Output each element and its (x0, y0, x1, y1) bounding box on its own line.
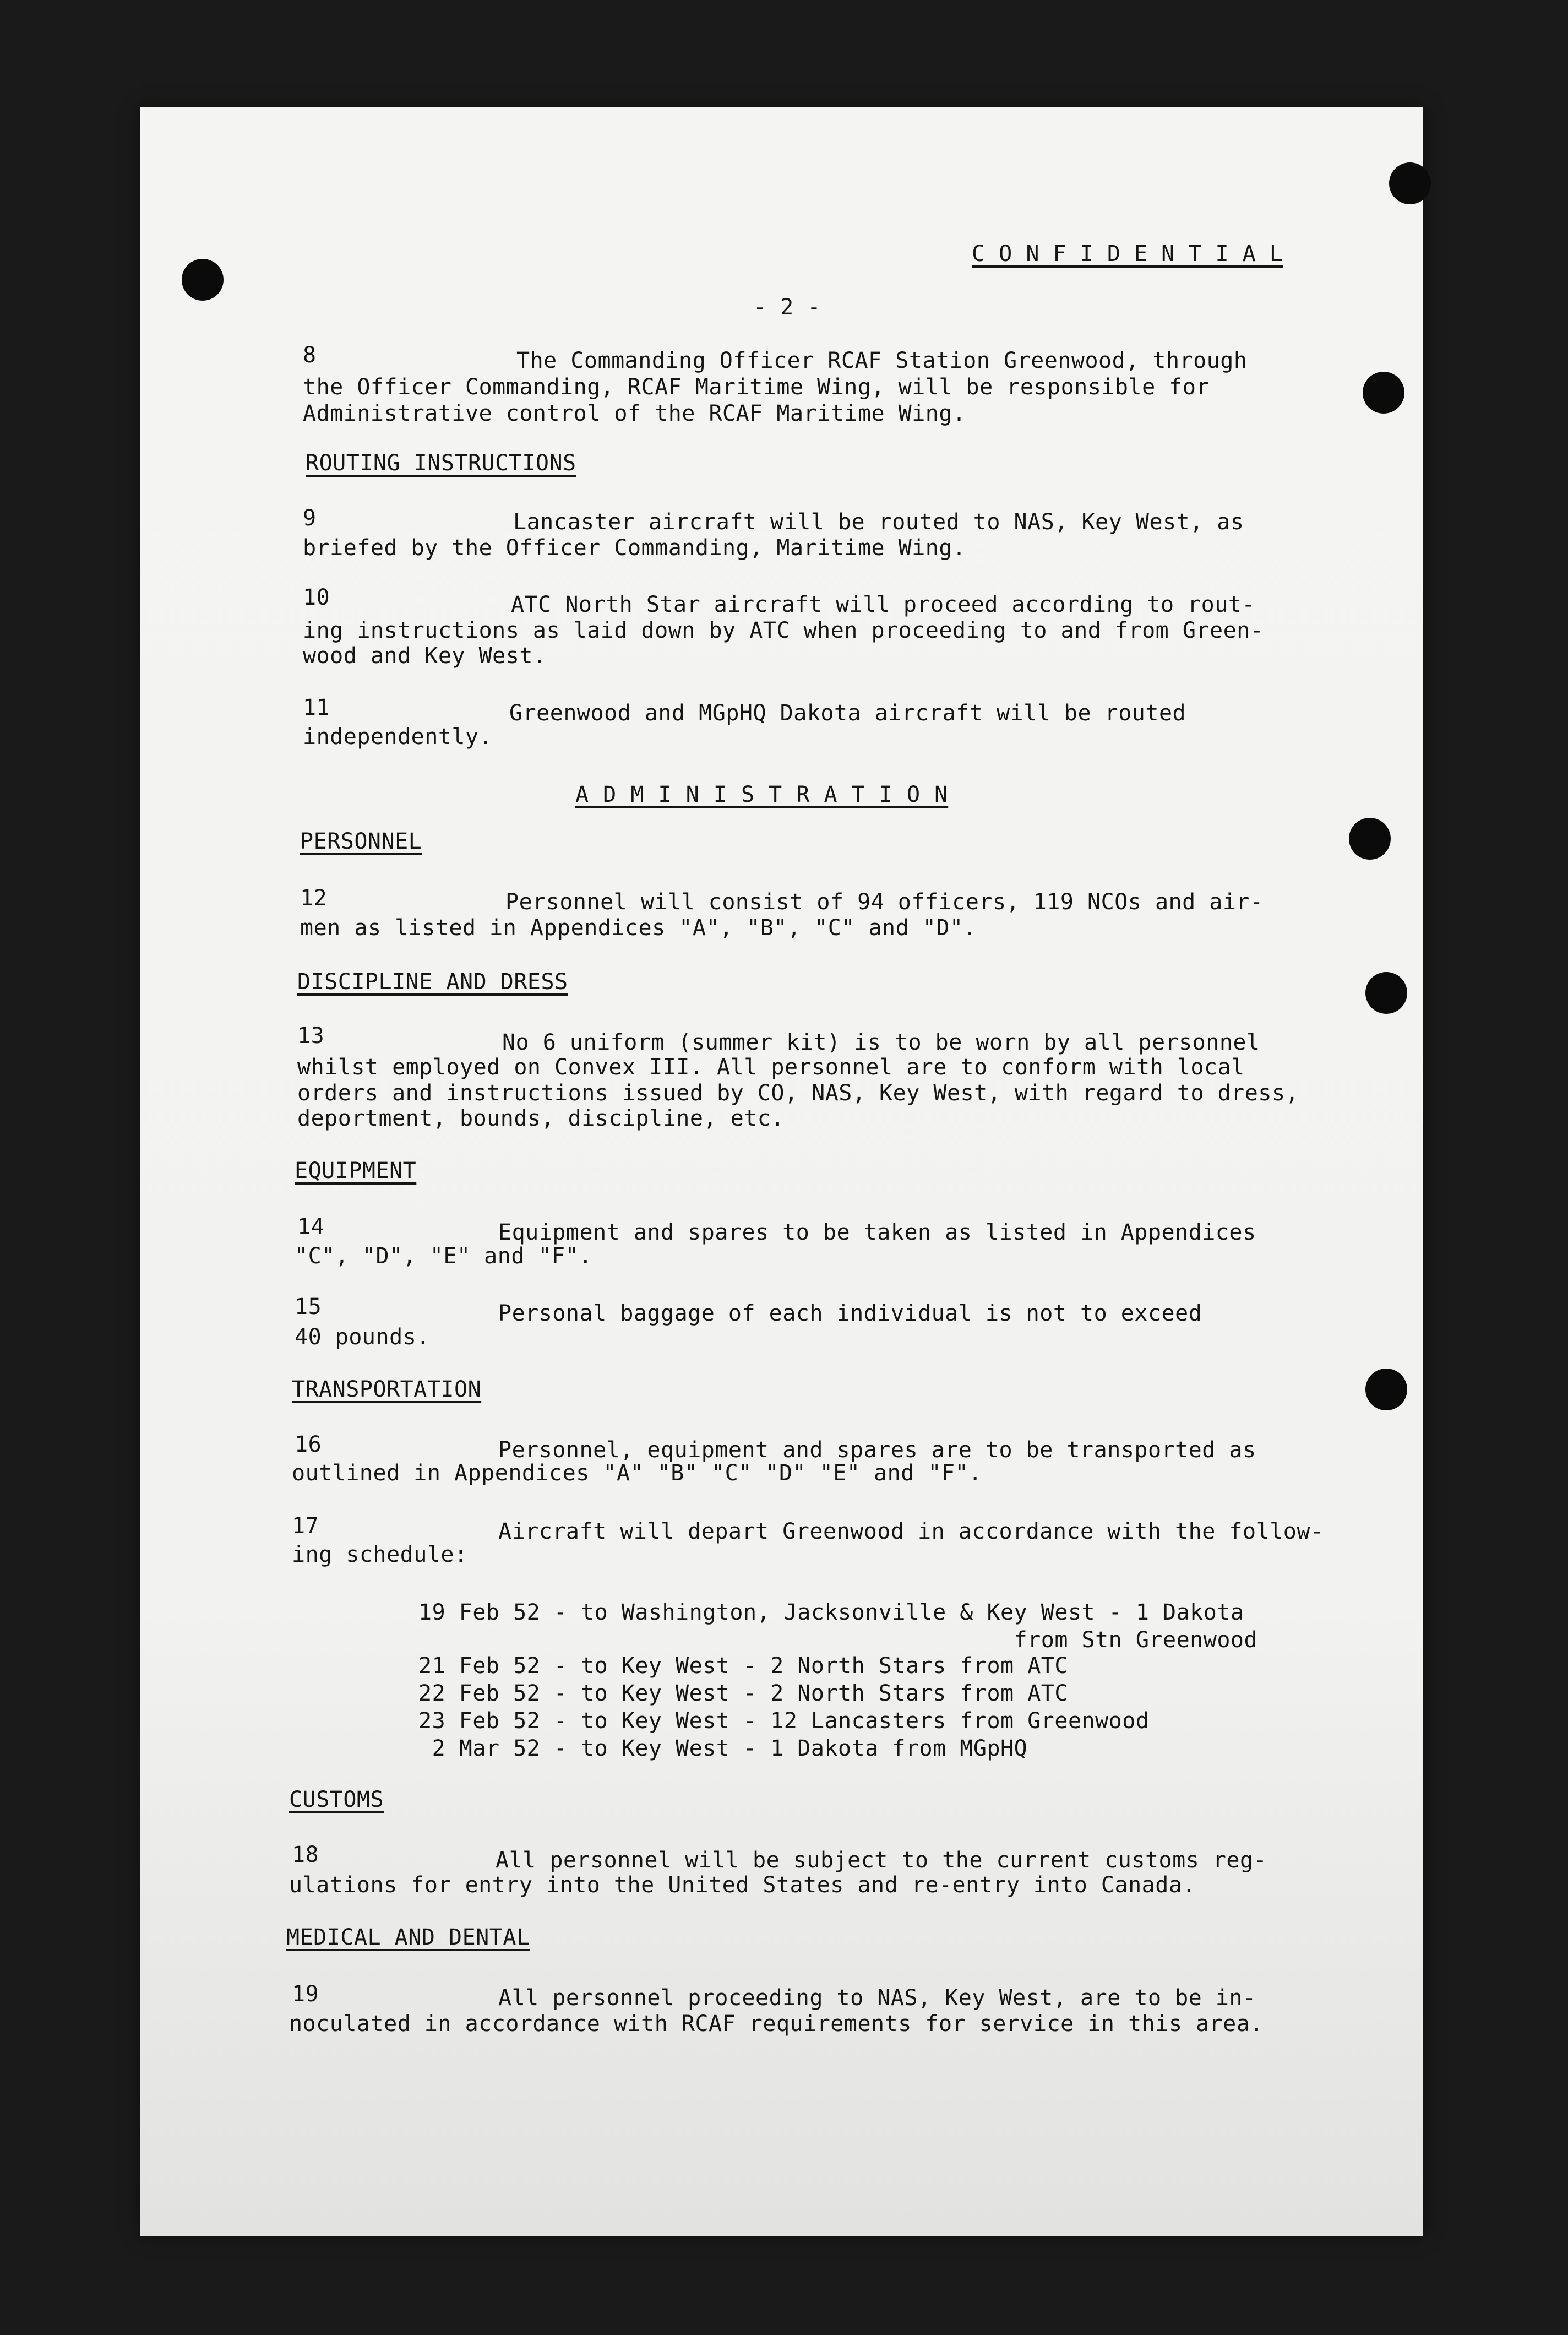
paragraph-number: 18 (292, 1842, 319, 1867)
paragraph-line: Equipment and spares to be taken as listed in Appendices (498, 1220, 1256, 1245)
paragraph-number: 16 (295, 1432, 322, 1457)
classification-label: C O N F I D E N T I A L (972, 241, 1283, 267)
paragraph-line: ulations for entry into the United States and re-entry into Canada. (289, 1872, 1196, 1898)
schedule-line: from Stn Greenwood (418, 1627, 1258, 1653)
paragraph-number: 8 (303, 343, 317, 368)
paragraph-line: Aircraft will depart Greenwood in accordance with the follow- (498, 1519, 1324, 1544)
paragraph-line: The Commanding Officer RCAF Station Greenwood, through (516, 348, 1248, 373)
paragraph-line: 40 pounds. (295, 1324, 430, 1350)
paragraph-line: All personnel will be subject to the current customs reg- (496, 1848, 1267, 1873)
punch-hole (182, 259, 224, 301)
schedule-line: 22 Feb 52 - to Key West - 2 North Stars from ATC (418, 1681, 1068, 1706)
paragraph-number: 19 (292, 1981, 319, 2007)
punch-hole (1363, 372, 1404, 414)
paragraph-line: Lancaster aircraft will be routed to NAS, Key West, as (513, 509, 1244, 535)
paragraph-line: Personnel, equipment and spares are to be transported as (498, 1437, 1256, 1463)
paragraph-number: 10 (303, 585, 330, 610)
section-heading: TRANSPORTATION (292, 1377, 482, 1402)
paragraph-line: Personal baggage of each individual is not to exceed (498, 1301, 1202, 1326)
paragraph-number: 15 (295, 1294, 322, 1319)
paragraph-number: 13 (297, 1023, 325, 1049)
paragraph-line: Personnel will consist of 94 officers, 119 NCOs and air- (505, 889, 1264, 915)
page-number: - 2 - (753, 295, 821, 320)
paragraph-line: independently. (303, 724, 493, 750)
schedule-line: 2 Mar 52 - to Key West - 1 Dakota from MGpHQ (418, 1736, 1028, 1761)
paragraph-line: men as listed in Appendices "A", "B", "C" and "D". (300, 915, 977, 941)
paragraph-number: 14 (297, 1214, 325, 1240)
punch-hole (1389, 162, 1431, 204)
paragraph-line: outlined in Appendices "A" "B" "C" "D" "E" and "F". (292, 1460, 982, 1486)
schedule-line: 19 Feb 52 - to Washington, Jacksonville & Key West - 1 Dakota (418, 1600, 1244, 1625)
paragraph-line: No 6 uniform (summer kit) is to be worn by all personnel (502, 1030, 1260, 1055)
section-heading: CUSTOMS (289, 1787, 384, 1812)
paragraph-line: ing schedule: (292, 1542, 468, 1567)
schedule-line: 21 Feb 52 - to Key West - 2 North Stars from ATC (418, 1653, 1068, 1679)
paragraph-line: ing instructions as laid down by ATC when proceeding to and from Green- (303, 618, 1264, 643)
paragraph-number: 9 (303, 506, 317, 531)
paragraph-line: the Officer Commanding, RCAF Maritime Wing, will be responsible for (303, 374, 1210, 400)
paragraph-line: Administrative control of the RCAF Maritime Wing. (303, 401, 966, 426)
paragraph-line: orders and instructions issued by CO, NAS, Key West, with regard to dress, (297, 1080, 1299, 1106)
paragraph-line: All personnel proceeding to NAS, Key West, are to be in- (498, 1985, 1256, 2011)
section-heading: MEDICAL AND DENTAL (286, 1925, 530, 1950)
paragraph-line: "C", "D", "E" and "F". (295, 1243, 592, 1269)
schedule-line: 23 Feb 52 - to Key West - 12 Lancasters from Greenwood (418, 1708, 1150, 1734)
paragraph-line: whilst employed on Convex III. All personnel are to conform with local (297, 1055, 1245, 1080)
paragraph-number: 12 (300, 886, 328, 911)
punch-hole (1365, 972, 1407, 1014)
punch-hole (1365, 1369, 1407, 1410)
paragraph-line: wood and Key West. (303, 643, 547, 669)
paragraph-line: deportment, bounds, discipline, etc. (297, 1106, 785, 1131)
administration-heading: A D M I N I S T R A T I O N (575, 782, 949, 807)
paragraph-number: 11 (303, 695, 330, 720)
section-heading: EQUIPMENT (295, 1158, 417, 1183)
paragraph-line: ATC North Star aircraft will proceed according to rout- (511, 592, 1256, 617)
section-heading: ROUTING INSTRUCTIONS (306, 450, 576, 476)
punch-hole (1349, 818, 1391, 860)
paragraph-line: noculated in accordance with RCAF requirements for service in this area. (289, 2011, 1264, 2037)
paragraph-line: briefed by the Officer Commanding, Maritime Wing. (303, 535, 966, 561)
paragraph-number: 17 (292, 1513, 319, 1539)
section-heading: PERSONNEL (300, 829, 422, 854)
paragraph-line: Greenwood and MGpHQ Dakota aircraft will be routed (509, 700, 1186, 726)
section-heading: DISCIPLINE AND DRESS (297, 969, 568, 995)
